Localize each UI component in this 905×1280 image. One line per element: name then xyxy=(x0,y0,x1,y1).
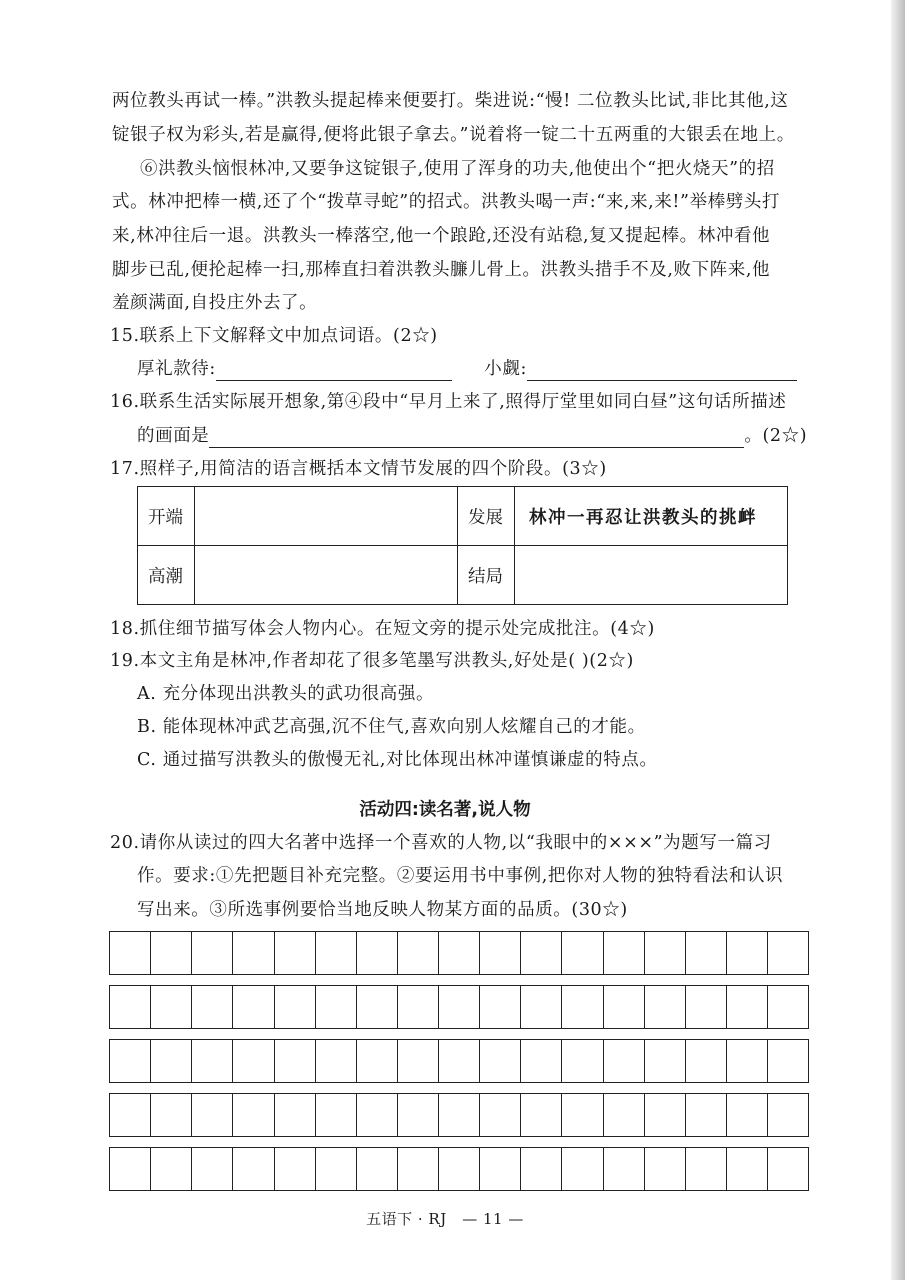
writing-grid-cell[interactable] xyxy=(316,1040,357,1082)
writing-grid-cell[interactable] xyxy=(562,932,603,974)
q15-term-2: 小觑: xyxy=(484,359,527,379)
q19-option-b[interactable]: B. 能体现林冲武艺高强,沉不住气,喜欢向别人炫耀自己的才能。 xyxy=(137,717,646,737)
writing-grid-cell[interactable] xyxy=(768,1040,809,1082)
writing-grid-cell[interactable] xyxy=(727,1148,768,1190)
writing-grid-cell[interactable] xyxy=(521,1148,562,1190)
writing-grid-cell[interactable] xyxy=(521,932,562,974)
writing-grid-cell[interactable] xyxy=(727,986,768,1028)
writing-grid-cell[interactable] xyxy=(357,986,398,1028)
writing-grid-cell[interactable] xyxy=(398,932,439,974)
passage-line-6: 脚步已乱,便抡起棒一扫,那棒直扫着洪教头臁儿骨上。洪教头措手不及,败下阵来,他 xyxy=(112,260,771,280)
writing-grid-cell[interactable] xyxy=(727,1094,768,1136)
writing-grid-cell[interactable] xyxy=(233,1148,274,1190)
writing-grid-cell[interactable] xyxy=(604,1148,645,1190)
writing-grid-cell[interactable] xyxy=(398,1148,439,1190)
question-20-line-1: 20.请你从读过的四大名著中选择一个喜欢的人物,以“我眼中的×××”为题写一篇习 xyxy=(110,833,772,853)
writing-grid-cell[interactable] xyxy=(110,1148,151,1190)
writing-grid-cell[interactable] xyxy=(562,1094,603,1136)
stage-development-label: 发展 xyxy=(458,487,515,546)
page-edge-shadow xyxy=(891,0,905,1280)
q19-option-a[interactable]: A. 充分体现出洪教头的武功很高强。 xyxy=(137,684,435,704)
writing-grid-row xyxy=(109,1147,809,1191)
writing-grid-cell[interactable] xyxy=(192,986,233,1028)
writing-grid-cell[interactable] xyxy=(562,986,603,1028)
writing-grid-cell[interactable] xyxy=(604,932,645,974)
stage-ending-answer[interactable] xyxy=(515,546,788,605)
writing-grid-cell[interactable] xyxy=(316,1094,357,1136)
writing-grid-cell[interactable] xyxy=(233,1094,274,1136)
writing-grid-cell[interactable] xyxy=(151,986,192,1028)
writing-grid-cell[interactable] xyxy=(439,932,480,974)
writing-grid-cell[interactable] xyxy=(357,932,398,974)
writing-grid-cell[interactable] xyxy=(521,1040,562,1082)
writing-grid-cell[interactable] xyxy=(645,986,686,1028)
writing-grid-cell[interactable] xyxy=(686,1148,727,1190)
passage-line-5: 来,林冲往后一退。洪教头一棒落空,他一个踉跄,还没有站稳,复又提起棒。林冲看他 xyxy=(112,226,771,246)
section-title: 活动四:读名著,说人物 xyxy=(359,800,531,820)
writing-grid-cell[interactable] xyxy=(645,932,686,974)
writing-grid-cell[interactable] xyxy=(275,932,316,974)
question-18: 18.抓住细节描写体会人物内心。在短文旁的提示处完成批注。(4☆) xyxy=(110,619,655,639)
writing-grid-cell[interactable] xyxy=(604,1094,645,1136)
plot-stages-table xyxy=(137,486,788,605)
writing-grid-cell[interactable] xyxy=(110,1040,151,1082)
passage-line-2: 锭银子权为彩头,若是赢得,便将此银子拿去。”说着将一锭二十五两重的大银丢在地上。 xyxy=(112,125,795,145)
question-19: 19.本文主角是林冲,作者却花了很多笔墨写洪教头,好处是( )(2☆) xyxy=(110,651,634,671)
writing-grid-cell[interactable] xyxy=(768,986,809,1028)
writing-grid-cell[interactable] xyxy=(439,1094,480,1136)
writing-grid-cell[interactable] xyxy=(645,1094,686,1136)
writing-grid-row xyxy=(109,1093,809,1137)
stage-climax-label: 高潮 xyxy=(138,546,195,605)
question-20-line-3: 写出来。③所选事例要恰当地反映人物某方面的品质。(30☆) xyxy=(137,900,628,920)
writing-grid-cell[interactable] xyxy=(275,1094,316,1136)
writing-grid-cell[interactable] xyxy=(233,932,274,974)
question-17: 17.照样子,用简洁的语言概括本文情节发展的四个阶段。(3☆) xyxy=(110,459,607,479)
writing-grid-cell[interactable] xyxy=(521,1094,562,1136)
writing-grid-cell[interactable] xyxy=(233,986,274,1028)
writing-grid-cell[interactable] xyxy=(604,1040,645,1082)
writing-grid-cell[interactable] xyxy=(110,986,151,1028)
writing-grid-cell[interactable] xyxy=(686,986,727,1028)
writing-grid-row xyxy=(109,1039,809,1083)
writing-grid-cell[interactable] xyxy=(604,986,645,1028)
writing-grid-cell[interactable] xyxy=(398,986,439,1028)
writing-grid-cell[interactable] xyxy=(316,1148,357,1190)
passage-line-3: ⑥洪教头恼恨林冲,又要争这锭银子,使用了浑身的功夫,他使出个“把火烧天”的招 xyxy=(140,159,775,179)
writing-grid-row xyxy=(109,985,809,1029)
writing-grid-cell[interactable] xyxy=(151,1094,192,1136)
writing-grid-cell[interactable] xyxy=(521,986,562,1028)
question-20-line-2: 作。要求:①先把题目补充完整。②要运用书中事例,把你对人物的独特看法和认识 xyxy=(137,866,784,886)
writing-grid-cell[interactable] xyxy=(357,1040,398,1082)
writing-grid-cell[interactable] xyxy=(686,932,727,974)
writing-grid-cell[interactable] xyxy=(357,1094,398,1136)
q16-blank[interactable] xyxy=(209,429,744,448)
q19-option-c[interactable]: C. 通过描写洪教头的傲慢无礼,对比体现出林冲谨慎谦虚的特点。 xyxy=(137,750,658,770)
writing-grid-cell[interactable] xyxy=(357,1148,398,1190)
writing-grid-cell[interactable] xyxy=(398,1094,439,1136)
stage-ending-label: 结局 xyxy=(458,546,515,605)
q15-blank-2[interactable] xyxy=(527,362,797,381)
writing-grid-cell[interactable] xyxy=(275,1148,316,1190)
writing-grid-row xyxy=(109,931,809,975)
q15-term-1: 厚礼款待: xyxy=(137,359,216,379)
writing-grid-cell[interactable] xyxy=(110,1094,151,1136)
writing-grid-cell[interactable] xyxy=(439,986,480,1028)
writing-grid-cell[interactable] xyxy=(727,1040,768,1082)
q16-answer-row xyxy=(137,424,807,448)
stage-climax-answer[interactable] xyxy=(195,546,458,605)
writing-grid-cell[interactable] xyxy=(768,932,809,974)
writing-grid-cell[interactable] xyxy=(686,1040,727,1082)
stage-start-answer[interactable] xyxy=(195,487,458,546)
writing-grid-cell[interactable] xyxy=(192,932,233,974)
writing-grid-cell[interactable] xyxy=(316,986,357,1028)
writing-grid-cell[interactable] xyxy=(768,1094,809,1136)
question-15: 15.联系上下文解释文中加点词语。(2☆) xyxy=(110,326,438,346)
writing-grid-cell[interactable] xyxy=(727,932,768,974)
writing-grid-cell[interactable] xyxy=(480,1094,521,1136)
page-footer: 五语下 · RJ — 11 — xyxy=(366,1210,524,1228)
writing-grid-cell[interactable] xyxy=(151,1040,192,1082)
writing-grid-cell[interactable] xyxy=(233,1040,274,1082)
passage-line-7: 羞颜满面,自投庄外去了。 xyxy=(112,293,318,313)
passage-line-1: 两位教头再试一棒。”洪教头提起棒来便要打。柴进说:“慢! 二位教头比试,非比其他,这 xyxy=(112,91,789,111)
writing-grid-cell[interactable] xyxy=(398,1040,439,1082)
writing-grid-cell[interactable] xyxy=(275,1040,316,1082)
writing-grid-cell[interactable] xyxy=(316,932,357,974)
writing-grid-cell[interactable] xyxy=(192,1040,233,1082)
writing-grid-cell[interactable] xyxy=(151,1148,192,1190)
writing-grid-cell[interactable] xyxy=(480,932,521,974)
writing-grid-cell[interactable] xyxy=(192,1148,233,1190)
stage-development-answer: 林冲一再忍让洪教头的挑衅 xyxy=(515,487,788,546)
writing-grid-cell[interactable] xyxy=(480,1148,521,1190)
q16-prompt: 的画面是 xyxy=(137,426,210,446)
writing-grid-cell[interactable] xyxy=(768,1148,809,1190)
writing-grid-cell[interactable] xyxy=(110,932,151,974)
writing-grid-cell[interactable] xyxy=(562,1040,603,1082)
q15-blank-1[interactable] xyxy=(216,362,452,381)
writing-grid-cell[interactable] xyxy=(480,986,521,1028)
q15-answer-row xyxy=(137,357,797,381)
writing-grid-cell[interactable] xyxy=(192,1094,233,1136)
writing-grid-cell[interactable] xyxy=(562,1148,603,1190)
passage-line-4: 式。林冲把棒一横,还了个“拨草寻蛇”的招式。洪教头喝一声:“来,来,来!”举棒劈头打 xyxy=(112,192,781,212)
writing-grid-cell[interactable] xyxy=(645,1040,686,1082)
writing-grid-cell[interactable] xyxy=(275,986,316,1028)
question-16: 16.联系生活实际展开想象,第④段中“早月上来了,照得厅堂里如同白昼”这句话所描述 xyxy=(110,392,787,412)
q16-score: 。(2☆) xyxy=(744,426,808,446)
writing-grid-cell[interactable] xyxy=(439,1148,480,1190)
stage-start-label: 开端 xyxy=(138,487,195,546)
writing-grid-cell[interactable] xyxy=(480,1040,521,1082)
writing-grid-cell[interactable] xyxy=(645,1148,686,1190)
writing-grid-cell[interactable] xyxy=(686,1094,727,1136)
writing-grid-cell[interactable] xyxy=(439,1040,480,1082)
writing-grid-cell[interactable] xyxy=(151,932,192,974)
